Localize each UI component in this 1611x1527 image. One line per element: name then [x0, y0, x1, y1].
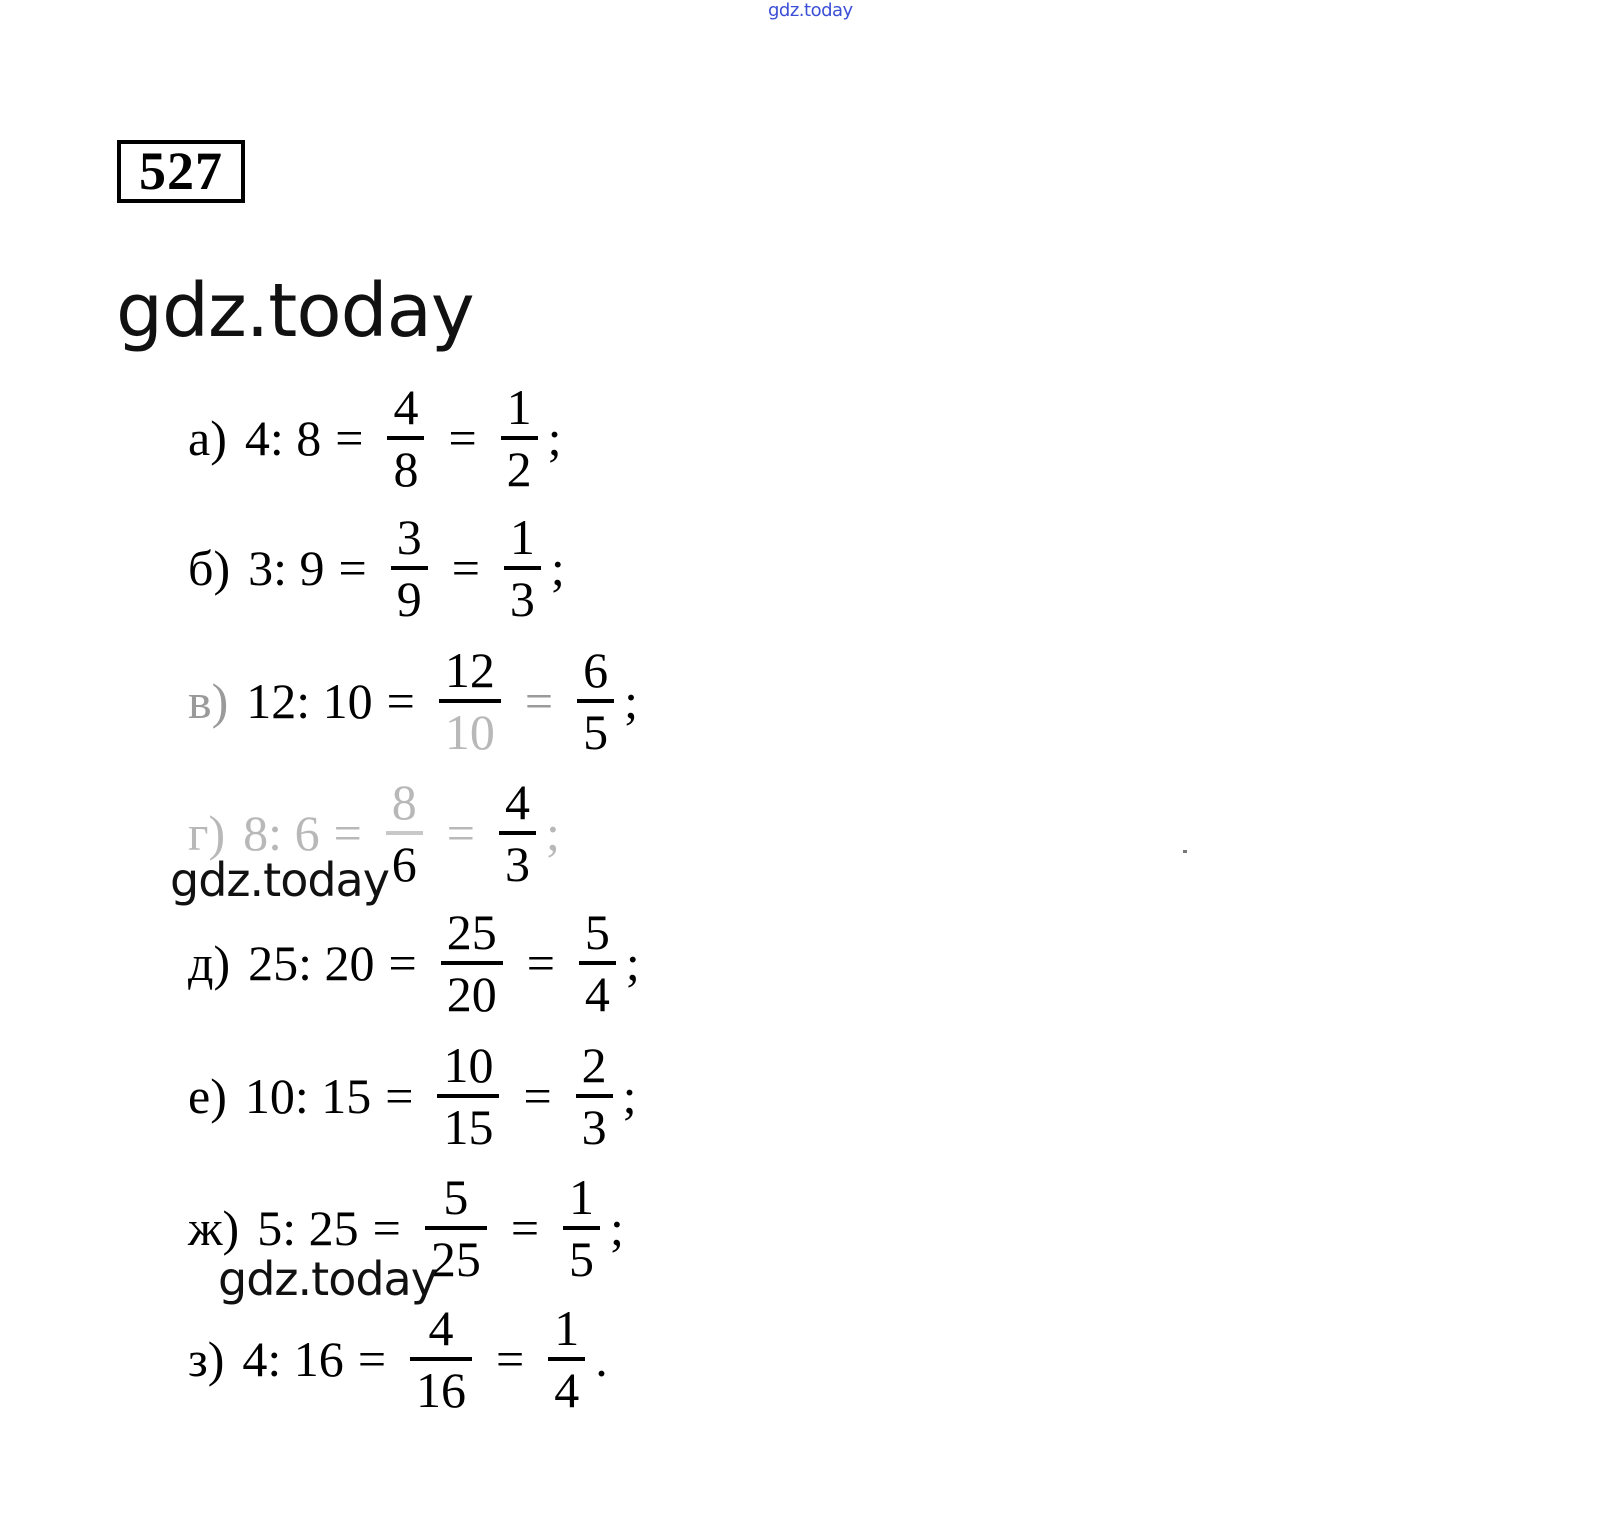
watermark: gdz.today [218, 1252, 437, 1306]
terminator: ; [547, 410, 562, 466]
numerator: 1 [506, 379, 532, 435]
denominator: 25 [430, 1231, 481, 1287]
fraction [387, 378, 424, 498]
terminator: ; [545, 805, 560, 861]
fraction-reduced [501, 378, 538, 498]
terminator: ; [610, 1200, 624, 1256]
fraction [386, 773, 423, 893]
division-expression: 4: 16 [242, 1331, 344, 1387]
equals-sign: = [385, 1068, 414, 1124]
denominator: 3 [509, 571, 535, 627]
numerator: 8 [391, 774, 417, 830]
numerator: 3 [396, 509, 422, 565]
item-label: з) [188, 1331, 225, 1387]
terminator: ; [625, 935, 640, 991]
stray-dot [1183, 850, 1187, 853]
denominator: 9 [396, 571, 422, 627]
watermark: gdz.today [116, 268, 474, 354]
terminator: ; [624, 673, 638, 729]
task-number: 527 [139, 141, 223, 201]
equals-sign: = [357, 1331, 387, 1387]
equals-sign: = [496, 1331, 525, 1387]
numerator: 1 [569, 1169, 595, 1225]
site-link[interactable]: gdz.today [768, 0, 853, 21]
terminator: . [595, 1331, 608, 1387]
fraction [441, 903, 503, 1023]
denominator: 15 [443, 1099, 494, 1155]
fraction-reduced [576, 1036, 613, 1156]
equals-sign: = [386, 673, 415, 729]
numerator: 5 [584, 904, 610, 960]
fraction-reduced [504, 508, 541, 628]
fraction-reduced [577, 641, 614, 761]
denominator: 4 [554, 1362, 580, 1418]
fraction [391, 508, 428, 628]
denominator: 3 [581, 1099, 607, 1155]
equation-row-e [188, 1032, 637, 1160]
fraction-reduced [563, 1168, 600, 1288]
denominator: 8 [393, 441, 419, 497]
fraction-reduced [579, 903, 616, 1023]
denominator: 16 [416, 1362, 467, 1418]
denominator: 6 [391, 836, 417, 892]
equals-sign: = [451, 540, 480, 596]
equation-row-a [188, 374, 562, 502]
division-expression: 3: 9 [248, 540, 325, 596]
item-label: д) [188, 935, 231, 991]
equals-sign: = [333, 805, 362, 861]
denominator: 4 [584, 966, 610, 1022]
division-expression: 10: 15 [244, 1068, 372, 1124]
equals-sign: = [510, 1200, 540, 1256]
equation-row-b [188, 504, 565, 632]
numerator: 25 [446, 904, 497, 960]
item-label: е) [188, 1068, 227, 1124]
denominator: 5 [569, 1231, 595, 1287]
division-expression: 5: 25 [257, 1200, 359, 1256]
division-expression: 4: 8 [244, 410, 322, 466]
numerator: 4 [504, 774, 530, 830]
equals-sign: = [448, 410, 477, 466]
numerator: 4 [428, 1300, 454, 1356]
numerator: 10 [443, 1037, 494, 1093]
item-label: в) [188, 673, 229, 729]
numerator: 2 [581, 1037, 607, 1093]
fraction [439, 641, 501, 761]
equals-sign: = [388, 935, 417, 991]
equation-row-d [188, 899, 640, 1027]
numerator: 12 [444, 642, 495, 698]
equals-sign: = [338, 540, 367, 596]
watermark: gdz.today [170, 853, 389, 907]
denominator: 5 [583, 704, 609, 760]
equals-sign: = [372, 1200, 401, 1256]
numerator: 5 [443, 1169, 469, 1225]
item-label: б) [188, 540, 231, 596]
denominator: 2 [506, 441, 532, 497]
fraction [410, 1299, 472, 1419]
equals-sign: = [335, 410, 364, 466]
division-expression: 25: 20 [248, 935, 375, 991]
item-label: а) [188, 410, 227, 466]
fraction-reduced [548, 1299, 585, 1419]
division-expression: 8: 6 [243, 805, 320, 861]
task-number-box [117, 140, 245, 203]
equals-sign: = [524, 673, 554, 729]
equation-row-z [188, 1295, 608, 1423]
division-expression: 12: 10 [246, 673, 373, 729]
equals-sign: = [526, 935, 555, 991]
denominator: 3 [504, 836, 530, 892]
equals-sign: = [523, 1068, 552, 1124]
equation-row-v [188, 637, 638, 765]
item-label: г) [188, 805, 226, 861]
numerator: 1 [509, 509, 535, 565]
equals-sign: = [446, 805, 475, 861]
numerator: 1 [554, 1300, 580, 1356]
denominator: 10 [444, 704, 495, 760]
fraction-reduced [499, 773, 536, 893]
terminator: ; [622, 1068, 637, 1124]
fraction [437, 1036, 499, 1156]
item-label: ж) [188, 1200, 240, 1256]
numerator: 6 [583, 642, 609, 698]
denominator: 20 [446, 966, 497, 1022]
terminator: ; [550, 540, 565, 596]
numerator: 4 [393, 379, 419, 435]
